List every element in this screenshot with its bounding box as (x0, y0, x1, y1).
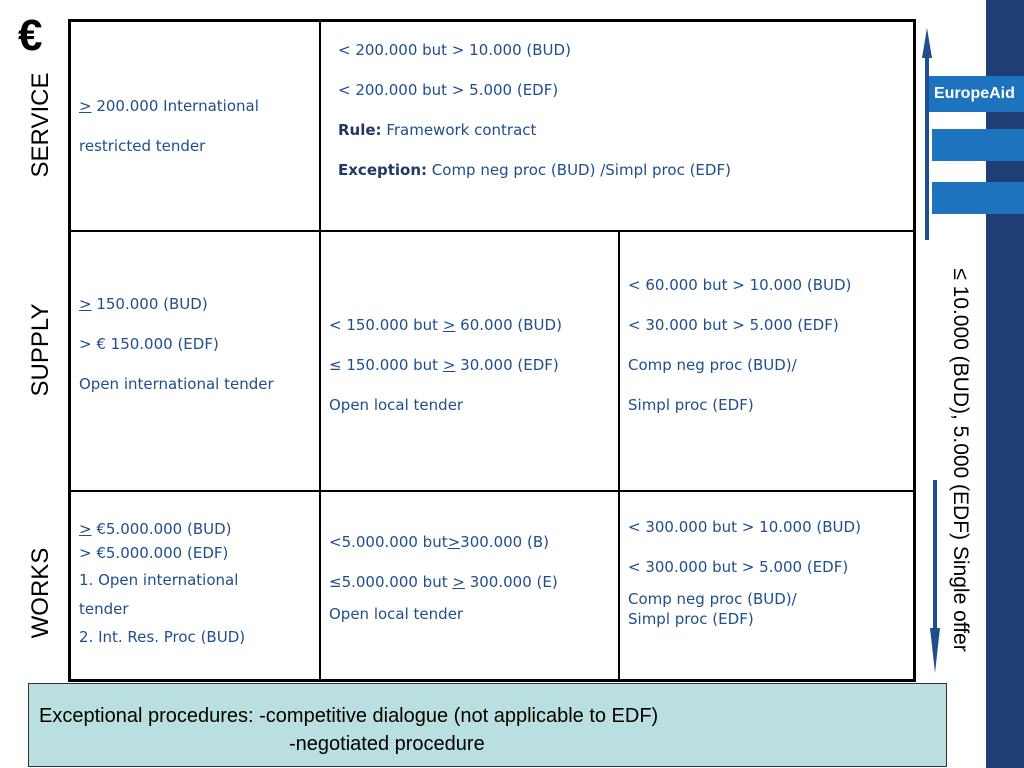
rule-label: Rule: (338, 121, 382, 139)
exceptional-procedures-box (28, 683, 947, 767)
threshold-arrows (915, 28, 945, 676)
sidebar-band (986, 0, 1024, 768)
row-divider-1 (71, 230, 913, 232)
gte-symbol: > (79, 97, 92, 115)
up-arrow-head (922, 28, 932, 58)
works-negotiated-cell: < 300.000 but > 10.000 (BUD) < 300.000 but > 5.000 (EDF) Comp neg proc (BUD)/ Simpl proc (EDF) (628, 518, 861, 628)
single-offer-label: ≤ 10.000 (BUD), 5.000 (EDF) Single offer (949, 268, 972, 652)
works-local-cell: <5.000.000 but>300.000 (B) ≤5.000.000 but > 300.000 (E) Open local tender (329, 533, 558, 623)
exception-label: Exception: (338, 161, 428, 179)
service-rules-cell: < 200.000 but > 10.000 (BUD) < 200.000 but > 5.000 (EDF) Rule: Framework contract Exception: Comp neg proc (BUD) /Simpl proc (EDF) (338, 41, 731, 179)
europeaid-logo: EuropeAid (928, 76, 1024, 112)
row-label-service: SERVICE (27, 72, 54, 178)
row-label-supply: SUPPLY (27, 303, 54, 397)
down-arrow-head (930, 628, 940, 673)
col-divider-2 (618, 230, 620, 679)
decor-band-2 (932, 182, 1024, 214)
supply-local-cell: < 150.000 but > 60.000 (BUD) ≤ 150.000 but > 30.000 (EDF) Open local tender (329, 316, 562, 414)
gte-symbol: > (79, 520, 92, 538)
up-arrow-shaft (925, 56, 929, 240)
row-label-works: WORKS (27, 547, 54, 639)
footer-line-2: -negotiated procedure (289, 733, 485, 755)
works-threshold-cell: > €5.000.000 (BUD) > €5.000.000 (EDF) 1. Open international tender 2. Int. Res. Proc (BUD) (79, 520, 246, 646)
decor-band-1 (932, 129, 1024, 161)
row-divider-2 (71, 490, 913, 492)
supply-threshold-cell: > 150.000 (BUD) > € 150.000 (EDF) Open international tender (79, 295, 274, 393)
procedure-table (68, 19, 916, 682)
euro-symbol: € (18, 11, 43, 60)
col-divider-1 (319, 22, 321, 679)
supply-negotiated-cell: < 60.000 but > 10.000 (BUD) < 30.000 but > 5.000 (EDF) Comp neg proc (BUD)/ Simpl proc (EDF) (628, 276, 852, 414)
footer-line-1: Exceptional procedures: -competitive dialogue (not applicable to EDF) (39, 705, 659, 727)
gte-symbol: > (79, 295, 92, 313)
service-threshold-cell: > 200.000 International restricted tender (79, 97, 259, 155)
down-arrow-shaft (933, 480, 937, 638)
